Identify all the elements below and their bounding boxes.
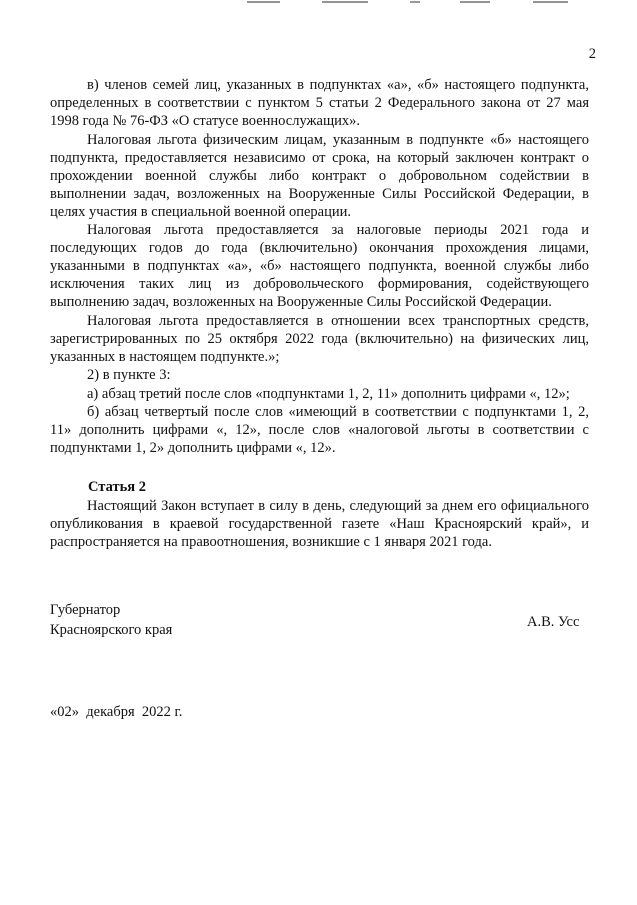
amendment-text	[50, 76, 589, 457]
paragraph: 2) в пункте 3:	[87, 367, 171, 383]
article-heading: Статья 2	[88, 479, 146, 495]
paragraph: а) абзац третий после слов «подпунктами 1, 2, 11» дополнить цифрами «, 12»;	[87, 385, 570, 402]
article-body	[50, 497, 589, 551]
signer-title-line-1: Губернатор	[50, 602, 121, 618]
signing-date: «02» декабря 2022 г.	[50, 704, 183, 720]
paragraph: Налоговая льгота физическим лицам, указанным в подпункте «б» настоящего подпункта, предоставляется независимо от срока, на который заключен контракт о прохождении военной службы либо контракт о добровольном содействии в выполнении задач, возложенных на Вооруженные Силы Российской Федерации, в целях участия в специальной военной операции.	[50, 131, 589, 220]
article-paragraph: Настоящий Закон вступает в силу в день, следующий за днем его официального опубликования в краевой государственной газете «Наш Красноярский край», и распространяется на правоотношения, возникшие с 1 января 2021 года.	[50, 498, 589, 550]
paragraph: в) членов семей лиц, указанных в подпунктах «а», «б» настоящего подпункта, определенных в соответствии с пунктом 5 статьи 2 Федерального закона от 27 мая 1998 года № 76-ФЗ «О статусе военнослужащих».	[50, 77, 589, 129]
signer-name: А.В. Усс	[527, 614, 580, 630]
paragraph: б) абзац четвертый после слов «имеющий в соответствии с подпунктами 1, 2, 11» дополнить цифрами «, 12», после слов «налоговой льготы в соответствии с подпунктами 1, 2» дополнить цифрами «, 12».	[50, 404, 589, 456]
page-number: 2	[588, 46, 596, 62]
signer-title-line-2: Красноярского края	[50, 622, 173, 638]
paragraph: Налоговая льгота предоставляется за налоговые периоды 2021 года и последующих годов до года (включительно) окончания прохождения лицами, указанными в подпунктах «а», «б» настоящего подпункта, военной службы либо исключения таких лиц из добровольческого формирования, содействующего выполнению задач, возложенных на Вооруженные Силы Российской Федерации.	[50, 222, 589, 310]
top-edge-marks	[0, 0, 637, 6]
signer-title	[50, 600, 172, 640]
paragraph: Налоговая льгота предоставляется в отношении всех транспортных средств, зарегистрированных по 25 октября 2022 года (включительно) на физических лиц, указанных в настоящем подпункте.»;	[50, 312, 589, 365]
